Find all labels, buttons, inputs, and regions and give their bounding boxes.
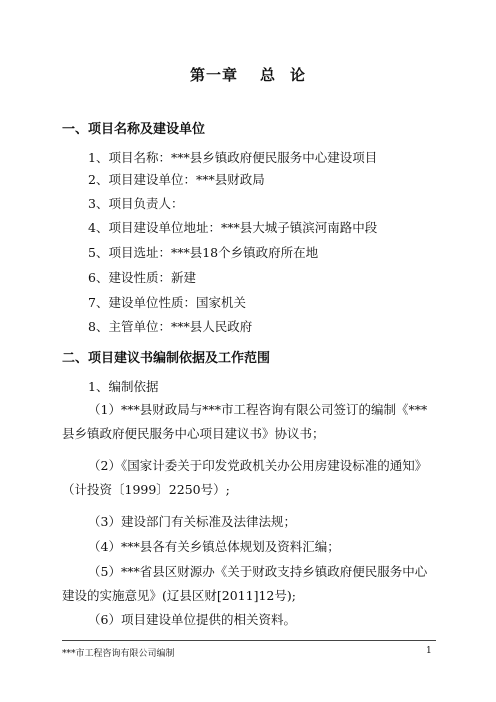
section-2-subheading: 1、编制依据: [88, 379, 159, 394]
basis-paragraph: （5）***省县区财源办《关于财政支持乡镇政府便民服务中心建设的实施意见》(辽县区财[2011]12号);: [62, 564, 428, 603]
section-1-item: 2、项目建设单位：***县财政局: [88, 172, 265, 187]
section-1-item: 6、建设性质：新建: [88, 270, 196, 285]
section-1-item: 3、项目负责人：: [88, 196, 184, 211]
basis-paragraph: （6）项目建设单位提供的相关资料。: [88, 612, 296, 627]
section-1-item: 8、主管单位：***县人民政府: [88, 319, 253, 334]
basis-paragraph: （2）《国家计委关于印发党政机关办公用房建设标准的通知》（计投资〔1999〕2250号）;: [62, 458, 428, 497]
basis-paragraph: （4）***县各有关乡镇总体规划及资料汇编；: [88, 539, 340, 554]
section-2-heading: 二、项目建议书编制依据及工作范围: [62, 351, 271, 366]
basis-paragraph: （1）***县财政局与***市工程咨询有限公司签订的编制《***县乡镇政府便民服务中心项目建议书》协议书；: [62, 402, 428, 441]
chapter-number: 第一章: [189, 66, 238, 84]
footer-company: ***市工程咨询有限公司编制: [62, 649, 175, 659]
chapter-word-2: 论: [290, 66, 307, 84]
section-1-item: 4、项目建设单位地址：***县大城子镇滨河南路中段: [88, 220, 378, 235]
section-1-item: 1、项目名称：***县乡镇政府便民服务中心建设项目: [88, 150, 378, 165]
section-1-item: 7、建设单位性质：国家机关: [88, 295, 246, 310]
footer-divider: [62, 640, 436, 641]
page-number: 1: [426, 646, 432, 656]
section-1-heading: 一、项目名称及建设单位: [62, 122, 206, 137]
chapter-word-1: 总: [259, 66, 276, 84]
basis-paragraph: （3）建设部门有关标准及法律法规；: [88, 514, 296, 529]
section-1-item: 5、项目选址：***县18个乡镇政府所在地: [88, 245, 319, 260]
chapter-title: [0, 64, 496, 85]
